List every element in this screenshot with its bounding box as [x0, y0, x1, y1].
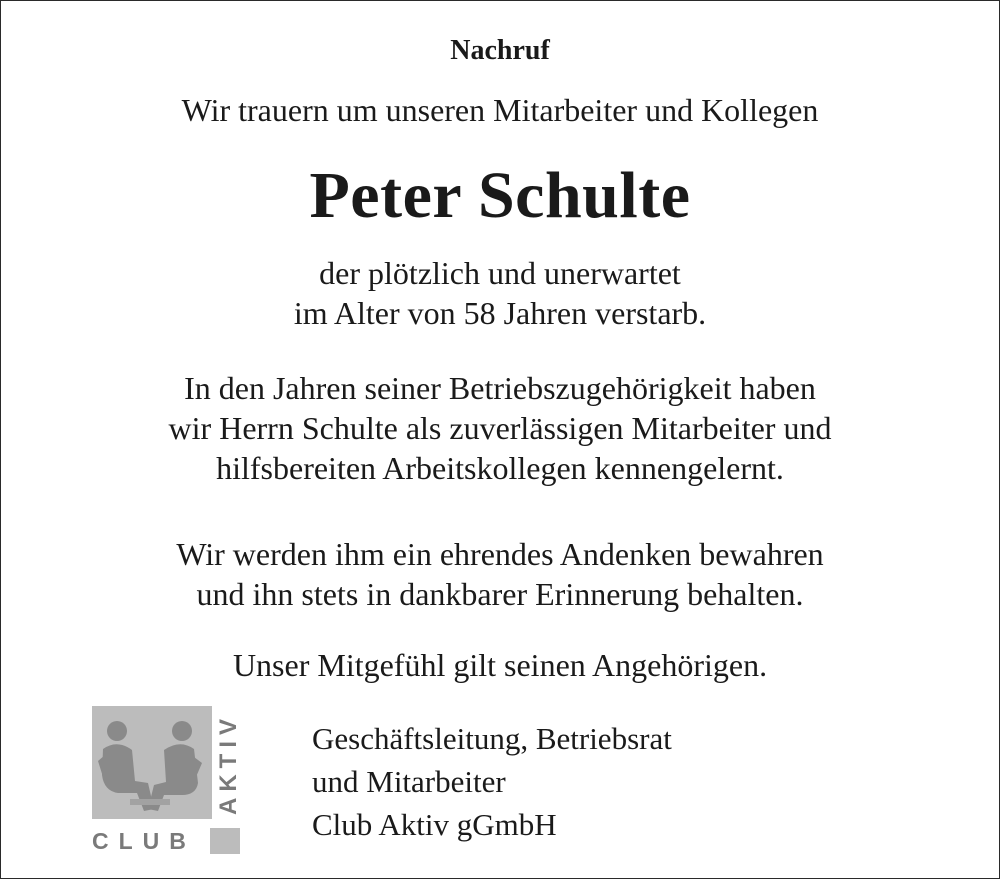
paragraph-death [0, 253, 1000, 333]
logo-word-aktiv: AKTIV [215, 713, 242, 815]
text-line: Wir werden ihm ein ehrendes Andenken bewahren [176, 536, 824, 572]
signature-line: Club Aktiv gGmbH [312, 807, 557, 842]
club-aktiv-logo [92, 703, 242, 855]
text-line: der plötzlich und unerwartet [319, 255, 681, 291]
paragraph-remembrance [0, 534, 1000, 614]
notice-heading: Nachruf [450, 35, 550, 66]
text-line: In den Jahren seiner Betriebszugehörigkeit haben [184, 370, 816, 406]
text-line: im Alter von 58 Jahren verstarb. [293, 295, 707, 331]
notice-intro: Wir trauern um unseren Mitarbeiter und Kollegen [181, 92, 819, 128]
signature-line: und Mitarbeiter [312, 764, 506, 799]
deceased-name: Peter Schulte [309, 159, 691, 232]
text-line: und ihn stets in dankbarer Erinnerung behalten. [196, 576, 804, 612]
paragraph-sympathy: Unser Mitgefühl gilt seinen Angehörigen. [232, 647, 768, 683]
logo-corner-square [210, 828, 240, 854]
text-line: wir Herrn Schulte als zuverlässigen Mitarbeiter und [168, 410, 832, 446]
paragraph-tribute [0, 368, 1000, 488]
signature-line: Geschäftsleitung, Betriebsrat [312, 721, 672, 756]
logo-graphic [92, 703, 242, 855]
logo-bench [130, 799, 170, 805]
logo-word-club: CLUB [92, 828, 196, 854]
text-line: hilfsbereiten Arbeitskollegen kennengelernt. [216, 450, 784, 486]
signature-block [312, 717, 672, 846]
